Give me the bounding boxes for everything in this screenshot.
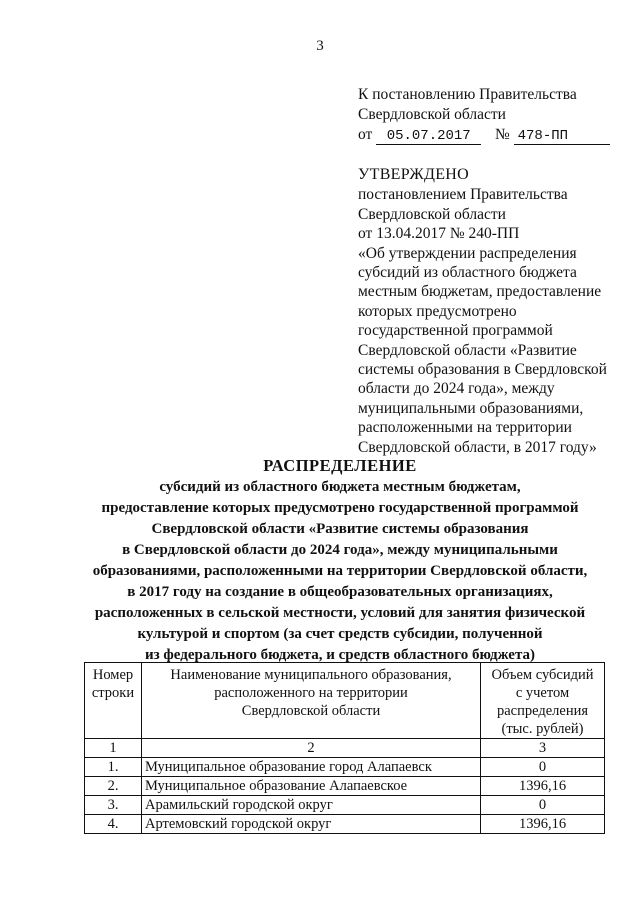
title-line: предоставление которых предусмотрено государственной программой <box>101 500 579 516</box>
column-index: 3 <box>481 739 605 758</box>
approved-line: Свердловской области, в 2017 году» <box>358 438 597 456</box>
approved-line: Свердловской области «Развитие <box>358 341 577 359</box>
approval-block <box>358 165 607 457</box>
header-text: Наименование муниципального образования, <box>170 667 452 683</box>
document-title: РАСПРЕДЕЛЕНИЕ <box>263 456 417 475</box>
header-row-number <box>85 663 142 739</box>
number-prefix: № <box>494 126 510 143</box>
subsidy-value: 0 <box>481 796 605 815</box>
approved-line: субсидий из областного бюджета <box>358 264 577 282</box>
row-number: 2. <box>85 777 142 796</box>
column-index: 2 <box>142 739 481 758</box>
municipality-name: Муниципальное образование Алапаевское <box>142 777 481 796</box>
appendix-line-2: Свердловской области <box>358 106 506 123</box>
approved-line: местным бюджетам, предоставление <box>358 283 602 301</box>
header-municipality-name <box>142 663 481 739</box>
table-header-row <box>85 663 605 739</box>
number-value: 478-ПП <box>514 128 610 145</box>
row-number: 3. <box>85 796 142 815</box>
table-row <box>85 815 605 834</box>
column-index-row <box>85 739 605 758</box>
subsidy-value: 0 <box>481 758 605 777</box>
title-line: субсидий из областного бюджета местным бюджетам, <box>159 479 521 495</box>
municipality-name: Арамильский городской округ <box>142 796 481 815</box>
municipality-name: Муниципальное образование город Алапаевск <box>142 758 481 777</box>
distribution-table <box>84 662 605 834</box>
approved-line: муниципальными образованиями, <box>358 399 584 417</box>
approved-line: государственной программой <box>358 322 553 340</box>
appendix-date-line <box>358 125 610 145</box>
title-line: в 2017 году на создание в общеобразовательных организациях, <box>127 584 553 600</box>
title-line: расположенных в сельской местности, условий для занятия физической <box>94 605 586 621</box>
approved-line: постановлением Правительства <box>358 186 568 204</box>
table-row <box>85 777 605 796</box>
header-text: с учетом <box>515 685 570 701</box>
approved-line: от 13.04.2017 № 240-ПП <box>358 225 520 243</box>
header-text: строки <box>91 685 135 701</box>
date-prefix: от <box>358 126 373 143</box>
header-text: расположенного на территории <box>214 685 408 701</box>
header-text: распределения <box>496 703 589 719</box>
title-line: из федерального бюджета, и средств областного бюджета) <box>144 647 536 663</box>
header-text: Объем субсидий <box>491 667 594 683</box>
approved-line: области до 2024 года», между <box>358 380 555 398</box>
title-line: образованиями, расположенными на территории Свердловской области, <box>92 563 588 579</box>
header-text: Номер <box>92 667 134 683</box>
table-row <box>85 758 605 777</box>
title-line: культурой и спортом (за счет средств субсидии, полученной <box>137 626 543 642</box>
title-line: Свердловской области «Развитие системы образования <box>151 521 529 537</box>
approved-line: «Об утверждении распределения <box>358 244 577 262</box>
subsidy-value: 1396,16 <box>481 777 605 796</box>
header-text: Свердловской области <box>241 703 381 719</box>
header-text: (тыс. рублей) <box>501 721 584 737</box>
title-line: в Свердловской области до 2024 года», между муниципальными <box>122 542 558 558</box>
approved-heading: УТВЕРЖДЕНО <box>358 166 470 183</box>
approved-line: системы образования в Свердловской <box>358 361 607 379</box>
approved-line: расположенными на территории <box>358 419 572 437</box>
appendix-block <box>358 85 610 145</box>
table-row <box>85 796 605 815</box>
header-subsidy-amount <box>481 663 605 739</box>
approved-line: Свердловской области <box>358 205 506 223</box>
document-title-block <box>40 455 640 666</box>
row-number: 4. <box>85 815 142 834</box>
municipality-name: Артемовский городской округ <box>142 815 481 834</box>
row-number: 1. <box>85 758 142 777</box>
column-index: 1 <box>85 739 142 758</box>
page-number: 3 <box>316 38 324 54</box>
appendix-line-1: К постановлению Правительства <box>358 86 577 103</box>
date-value: 05.07.2017 <box>376 128 481 145</box>
subsidy-value: 1396,16 <box>481 815 605 834</box>
approved-line: которых предусмотрено <box>358 302 517 320</box>
